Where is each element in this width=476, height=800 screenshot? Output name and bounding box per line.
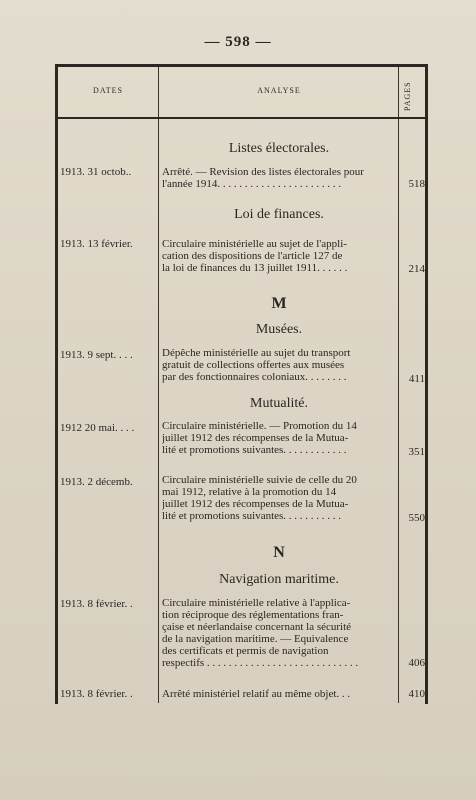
entry-description: [162, 166, 396, 190]
entry-line: de la navigation maritime. — Equivalence: [162, 633, 349, 645]
entry-description: [162, 420, 396, 456]
section-title-mutualite: Mutualité.: [250, 396, 308, 411]
header-rule: [58, 117, 426, 119]
entry-line: Circulaire ministérielle. — Promotion du 14: [162, 420, 357, 432]
entry-line: tion réciproque des réglementations fran-: [162, 609, 344, 621]
entry-line: des certificats et permis de navigation: [162, 645, 329, 657]
letter-heading-m: M: [271, 295, 287, 312]
entry-line: Circulaire ministérielle relative à l'applica-: [162, 597, 351, 609]
entry-date: 1913. 8 février. .: [60, 598, 133, 610]
entry-line: juillet 1912 des récompenses de la Mutua-: [162, 498, 349, 510]
header-analyse: ANALYSE: [257, 86, 301, 95]
entry-description: [162, 347, 396, 383]
table-top-rule: [55, 64, 427, 67]
entry-line: Circulaire ministérielle suivie de celle du 20: [162, 474, 357, 486]
entry-line: lité et promotions suivantes. . . . . . . . . . .: [162, 510, 342, 522]
entry-line: respectifs . . . . . . . . . . . . . . . . . . . . . . . . . . . .: [162, 657, 359, 669]
column-divider-dates: [158, 67, 159, 703]
entry-page-ref: 518: [408, 178, 425, 190]
entry-line: Dépêche ministérielle au sujet du transport: [162, 347, 351, 359]
letter-heading-n: N: [273, 544, 285, 561]
entry-page-ref: 406: [408, 657, 425, 669]
table-left-border: [55, 64, 58, 704]
entry-line: çaise et néerlandaise concernant la sécurité: [162, 621, 352, 633]
entry-description: [162, 597, 396, 669]
entry-line: cation des dispositions de l'article 127 de: [162, 250, 343, 262]
section-title-listes-electorales: Listes électorales.: [228, 141, 330, 156]
entry-date: 1912 20 mai. . . .: [60, 422, 135, 434]
page-number: — 598 —: [204, 34, 272, 50]
entry-line: Circulaire ministérielle au sujet de l'appli-: [162, 238, 347, 250]
entry-page-ref: 411: [408, 373, 425, 385]
section-title-navigation-maritime: Navigation maritime.: [219, 572, 339, 587]
header-dates: DATES: [93, 86, 123, 95]
entry-page-ref: 550: [408, 512, 425, 524]
entry-line: la loi de finances du 13 juillet 1911. . . . . .: [162, 262, 348, 274]
entry-line: Arrêté ministériel relatif au même objet. . .: [162, 688, 351, 700]
header-pages: PAGES: [403, 81, 412, 111]
entry-date: 1913. 31 octob..: [60, 166, 132, 178]
entry-description: [162, 238, 396, 274]
section-title-musees: Musées.: [255, 322, 303, 337]
section-title-loi-de-finances: Loi de finances.: [234, 207, 324, 222]
entry-date: 1913. 9 sept. . . .: [60, 349, 133, 361]
entry-date: 1913. 2 décemb.: [60, 476, 133, 488]
entry-line: mai 1912, relative à la promotion du 14: [162, 486, 337, 498]
entry-date: 1913. 13 février.: [60, 238, 133, 250]
entry-description: [162, 688, 396, 700]
entry-line: lité et promotions suivantes. . . . . . . . . . . .: [162, 444, 347, 456]
entry-page-ref: 410: [408, 688, 425, 700]
entry-line: par des fonctionnaires coloniaux. . . . . . . .: [162, 371, 347, 383]
column-divider-pages: [398, 67, 399, 703]
entry-date: 1913. 8 février. .: [60, 688, 133, 700]
entry-line: juillet 1912 des récompenses de la Mutua-: [162, 432, 349, 444]
entry-line: l'année 1914. . . . . . . . . . . . . . . . . . . . . . .: [162, 178, 342, 190]
entry-line: Arrêté. — Revision des listes électorales pour: [162, 166, 364, 178]
entry-page-ref: 214: [408, 263, 425, 275]
entry-page-ref: 351: [408, 446, 425, 458]
entry-line: gratuit de collections offertes aux musées: [162, 359, 345, 371]
table-right-border: [425, 64, 428, 704]
entry-description: [162, 474, 396, 522]
